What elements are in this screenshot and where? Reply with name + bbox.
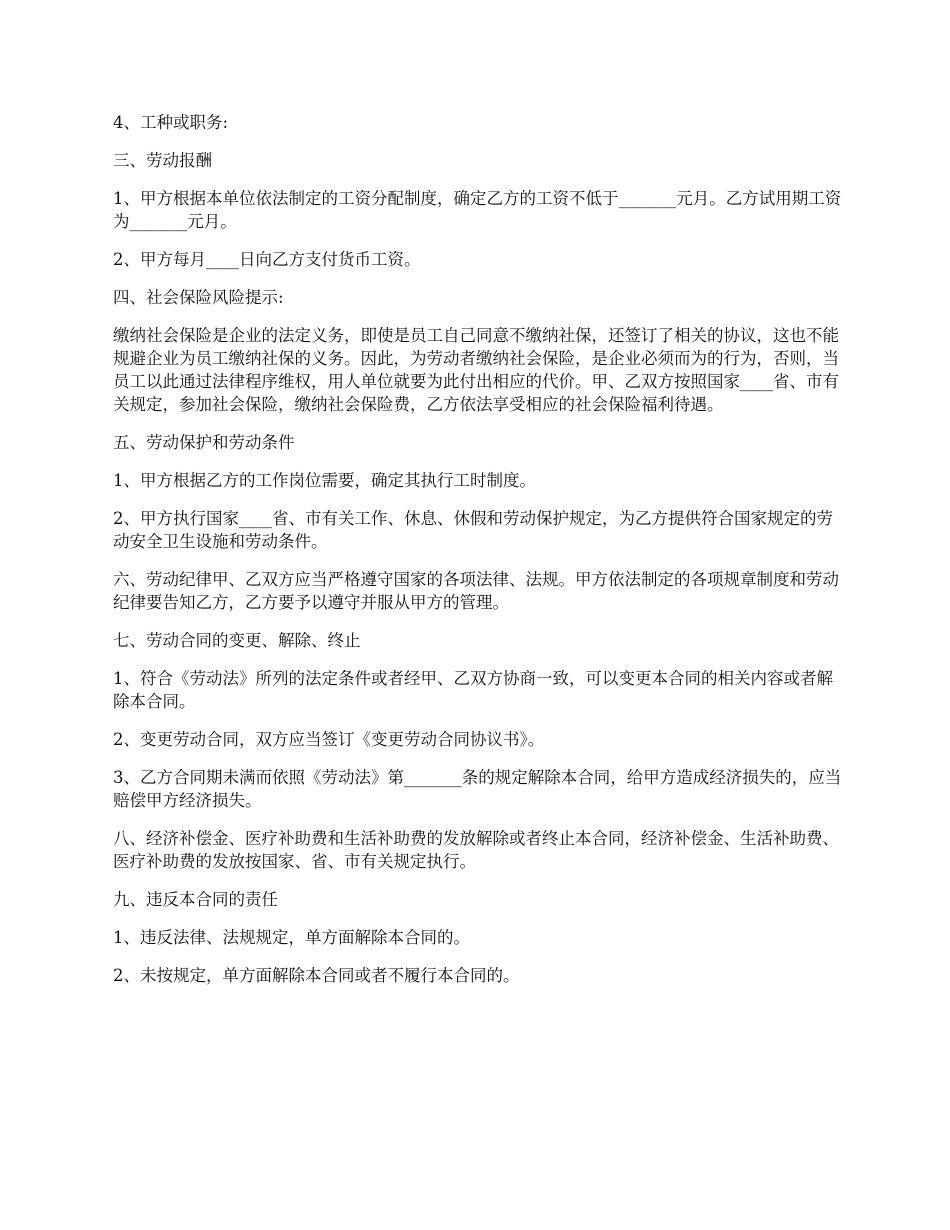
section-heading-remuneration: 三、劳动报酬	[113, 151, 212, 170]
labor-discipline-paragraph: 六、劳动纪律甲、乙双方应当严格遵守国家的各项法律、法规。甲方依法制定的各项规章制度和劳动纪律要告知乙方，乙方要予以遵守并服从甲方的管理。	[113, 570, 839, 612]
contract-change-clause-2: 2、变更劳动合同，双方应当签订《变更劳动合同协议书》。	[113, 730, 545, 749]
working-hours-clause: 1、甲方根据乙方的工作岗位需要，确定其执行工时制度。	[113, 471, 536, 490]
liability-clause-2: 2、未按规定，单方面解除本合同或者不履行本合同的。	[113, 966, 520, 985]
section-heading-contract-change: 七、劳动合同的变更、解除、终止	[113, 631, 361, 650]
section-heading-liability: 九、违反本合同的责任	[113, 890, 278, 909]
section-heading-labor-protection: 五、劳动保护和劳动条件	[113, 433, 295, 452]
wage-clause: 1、甲方根据本单位依法制定的工资分配制度，确定乙方的工资不低于_______元月。乙方试用期工资为_______元月。	[113, 189, 842, 231]
compensation-paragraph: 八、经济补偿金、医疗补助费和生活补助费的发放解除或者终止本合同，经济补偿金、生活补助费、医疗补助费的发放按国家、省、市有关规定执行。	[113, 829, 839, 871]
contract-change-clause-1: 1、符合《劳动法》所列的法定条件或者经甲、乙双方协商一致，可以变更本合同的相关内容或者解除本合同。	[113, 669, 833, 711]
job-type-item: 4、工种或职务:	[113, 113, 229, 132]
payday-clause: 2、甲方每月____日向乙方支付货币工资。	[113, 250, 421, 269]
contract-change-clause-3: 3、乙方合同期未满而依照《劳动法》第_______条的规定解除本合同，给甲方造成经济损失的，应当赔偿甲方经济损失。	[113, 768, 842, 810]
liability-clause-1: 1、违反法律、法规规定，单方面解除本合同的。	[113, 928, 470, 947]
document-body	[113, 111, 843, 1002]
social-insurance-paragraph: 缴纳社会保险是企业的法定义务，即使是员工自己同意不缴纳社保，还签订了相关的协议，这也不能规避企业为员工缴纳社保的义务。因此，为劳动者缴纳社会保险，是企业必须而为的行为，否则，当员工以此通过法律程序维权，用人单位就要为此付出相应的代价。甲、乙双方按照国家____省、市有关规定，参加社会保险，缴纳社会保险费，乙方依法享受相应的社会保险福利待遇。	[113, 326, 839, 414]
safety-conditions-clause: 2、甲方执行国家____省、市有关工作、休息、休假和劳动保护规定，为乙方提供符合国家规定的劳动安全卫生设施和劳动条件。	[113, 509, 833, 551]
section-heading-social-insurance: 四、社会保险风险提示:	[113, 288, 284, 307]
